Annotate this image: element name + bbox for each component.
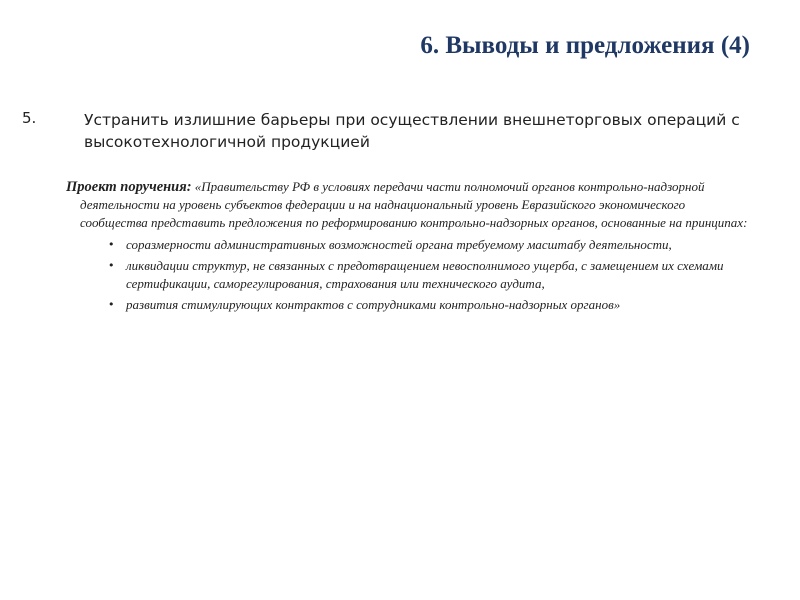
item-text: Устранить излишние барьеры при осуществлении внешнеторговых операций с высокотехнологичной продукцией bbox=[84, 111, 740, 151]
list-item bbox=[108, 257, 756, 293]
project-label: Проект поручения: bbox=[66, 179, 192, 195]
bullet-text: соразмерности административных возможностей органа требуемому масштабу деятельности, bbox=[126, 237, 672, 252]
list-item bbox=[108, 236, 756, 254]
bullet-text: ликвидации структур, не связанных с предотвращением невосполнимого ущерба, с замещением их схемами сертификации, саморегулирования, страхования или технического аудита, bbox=[126, 258, 724, 291]
item-number: 5. bbox=[22, 109, 37, 127]
slide-title: 6. Выводы и предложения (4) bbox=[420, 32, 750, 59]
project-body: «Правительству РФ в условиях передачи части полномочий органов контрольно-надзорной деятельности на уровень субъектов федерации и на наднациональный уровень Евразийского экономического сообщества представить предложения по реформированию контрольно-надзорных органов, основанные на принципах: bbox=[80, 179, 748, 230]
project-paragraph bbox=[66, 178, 756, 232]
list-item bbox=[108, 296, 756, 314]
bullet-mark: • bbox=[108, 238, 115, 251]
bullet-mark: • bbox=[108, 298, 115, 311]
project-block bbox=[66, 178, 756, 317]
bullet-mark: • bbox=[108, 259, 115, 272]
principles-list bbox=[66, 236, 756, 314]
bullet-text: развития стимулирующих контрактов с сотрудниками контрольно-надзорных органов» bbox=[126, 297, 621, 312]
